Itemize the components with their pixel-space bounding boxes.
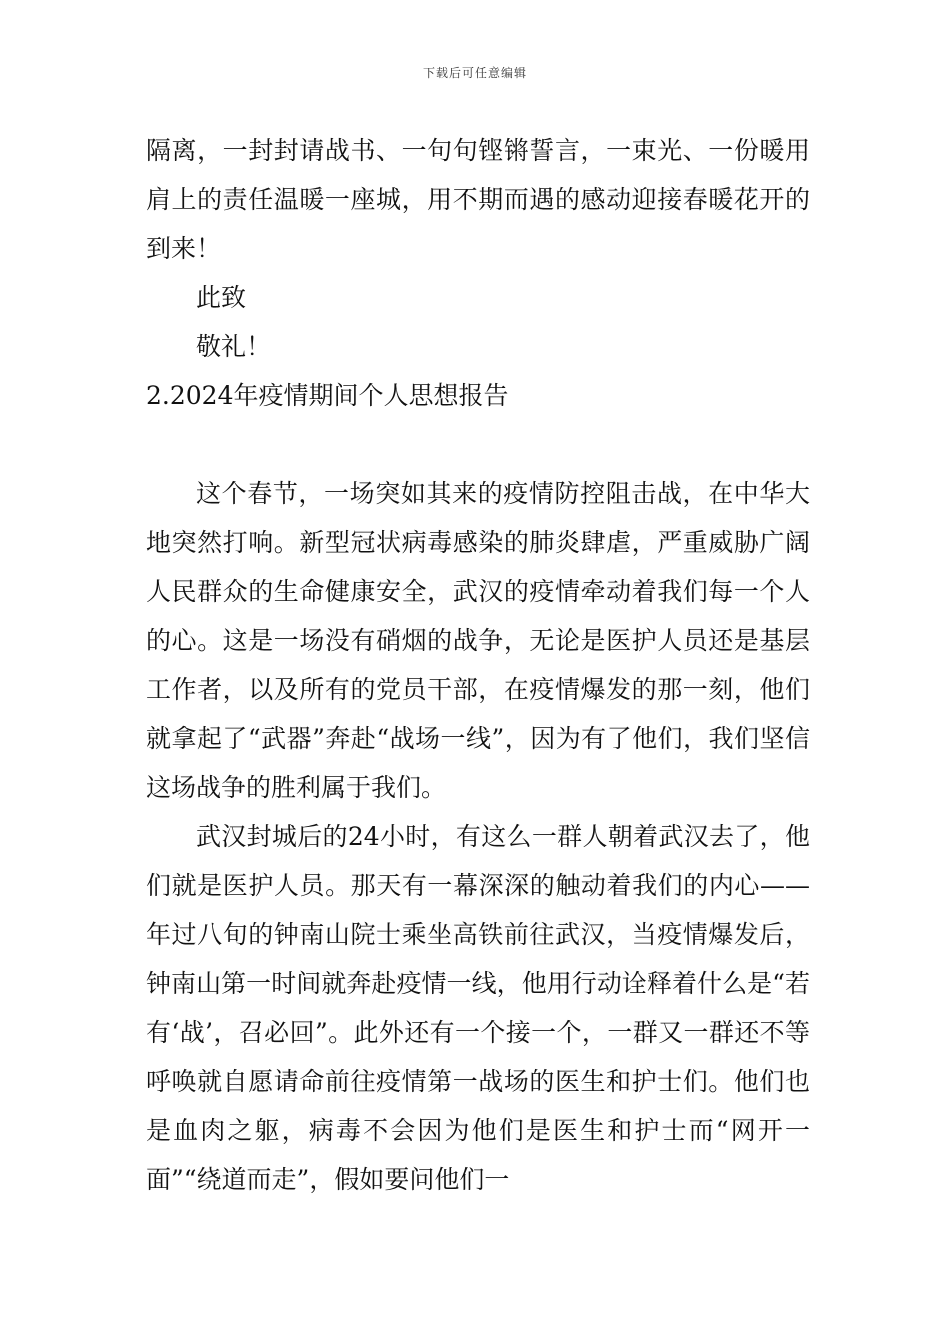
document-body — [146, 126, 810, 1204]
blank-line — [146, 420, 810, 469]
section-title: 2.2024年疫情期间个人思想报告 — [146, 381, 509, 410]
paragraph-intro: 这个春节，一场突如其来的疫情防控阻击战，在中华大地突然打响。新型冠状病毒感染的肺炎肆虐，严重威胁广阔人民群众的生命健康安全，武汉的疫情牵动着我们每一个人的心。这是一场没有硝烟的战争，无论是医护人员还是基层工作者，以及所有的党员干部，在疫情爆发的那一刻，他们就拿起了“武器”奔赴“战场一线”，因为有了他们，我们坚信这场战争的胜利属于我们。 — [146, 479, 810, 802]
paragraph-medical-staff: 武汉封城后的24小时，有这么一群人朝着武汉去了，他们就是医护人员。那天有一幕深深的触动着我们的内心——年过八旬的钟南山院士乘坐高铁前往武汉，当疫情爆发后，钟南山第一时间就奔赴疫情一线，他用行动诠释着什么是“若有‘战’，召必回”。此外还有一个接一个，一群又一群还不等呼唤就自愿请命前往疫情第一战场的医生和护士们。他们也是血肉之躯，病毒不会因为他们是医生和护士而“网开一面”“绕道而走”，假如要问他们一 — [146, 822, 810, 1194]
closing-regards: 敬礼！ — [196, 332, 272, 361]
page-header: 下载后可任意编辑 — [422, 66, 527, 80]
closing-salutation: 此致 — [196, 283, 247, 312]
paragraph-continuation: 隔离，一封封请战书、一句句铿锵誓言，一束光、一份暖用肩上的责任温暖一座城，用不期而遇的感动迎接春暖花开的到来！ — [146, 136, 810, 263]
